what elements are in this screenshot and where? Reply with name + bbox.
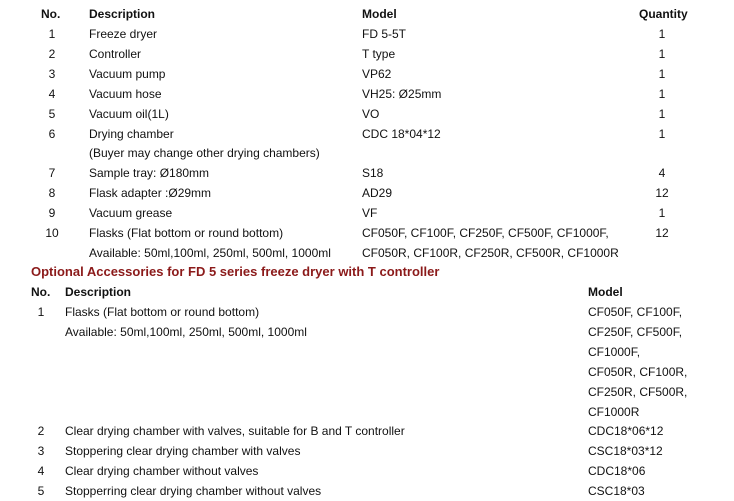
row-model: FD 5-5T	[362, 27, 407, 41]
header-no: No.	[41, 7, 61, 21]
row-number: 1	[37, 305, 45, 319]
row-number: 2	[48, 46, 56, 61]
table-row	[0, 143, 734, 163]
optional-accessories-title: Optional Accessories for FD 5 series freeze dryer with T controller	[31, 264, 440, 279]
row-description: Clear drying chamber with valves, suitable for B and T controller	[65, 424, 405, 439]
row-quantity: 1	[658, 126, 666, 141]
header-description: Description	[89, 7, 156, 21]
row-number: 4	[48, 86, 56, 101]
table-row	[0, 382, 734, 402]
row-number: 3	[48, 66, 56, 81]
row-quantity: 4	[658, 166, 666, 181]
row-number: 4	[37, 464, 45, 479]
row-number: 9	[48, 206, 56, 221]
optional-table-header	[0, 282, 734, 302]
row-quantity: 12	[655, 186, 669, 201]
table-row	[0, 421, 734, 441]
row-model: CF250R, CF500R,	[588, 384, 688, 399]
row-model: CF1000F,	[588, 344, 641, 359]
row-number: 3	[37, 444, 45, 459]
row-description: Freeze dryer	[89, 27, 158, 41]
row-model: CF250F, CF500F,	[588, 324, 683, 339]
row-description: Sample tray: Ø180mm	[89, 166, 210, 181]
row-model: VO	[362, 106, 380, 121]
table-row	[0, 163, 734, 183]
row-description: (Buyer may change other drying chambers)	[89, 146, 320, 161]
row-model: CDC18*06*12	[588, 424, 664, 439]
table-row	[0, 302, 734, 322]
row-number: 2	[37, 424, 45, 439]
optional-header-no: No.	[31, 285, 51, 299]
row-number: 5	[48, 106, 56, 121]
row-model: CF050F, CF100F, CF250F, CF500F, CF1000F,	[362, 226, 609, 240]
row-model: CF1000R	[588, 404, 640, 419]
table-row	[0, 24, 734, 44]
table-row	[0, 461, 734, 481]
row-model: CDC 18*04*12	[362, 126, 441, 141]
table-row	[0, 402, 734, 422]
row-number: 7	[48, 166, 56, 181]
row-model: CSC18*03*12	[588, 444, 663, 459]
row-model: CDC18*06	[588, 464, 646, 479]
row-model: CF050R, CF100R, CF250R, CF500R, CF1000R	[362, 245, 619, 260]
row-model: VF	[362, 206, 378, 221]
row-model: CF050F, CF100F,	[588, 305, 683, 319]
table-row	[0, 481, 734, 501]
row-model: VH25: Ø25mm	[362, 86, 442, 101]
row-number: 10	[45, 226, 59, 240]
table-row	[0, 322, 734, 342]
table-row	[0, 64, 734, 84]
row-model: CF050R, CF100R,	[588, 364, 688, 379]
row-quantity: 1	[658, 86, 666, 101]
row-model: AD29	[362, 186, 393, 201]
clipped-heading-fragment	[170, 0, 410, 2]
row-model: T type	[362, 46, 396, 61]
table-row	[0, 223, 734, 243]
row-number: 6	[48, 126, 56, 141]
row-quantity: 1	[658, 46, 666, 61]
row-description: Available: 50ml,100ml, 250ml, 500ml, 1000ml	[89, 245, 331, 260]
table-row	[0, 124, 734, 144]
table-row	[0, 342, 734, 362]
row-description: Vacuum oil(1L)	[89, 106, 169, 121]
header-model: Model	[362, 7, 397, 21]
optional-header-model: Model	[588, 285, 623, 299]
row-quantity: 1	[658, 66, 666, 81]
optional-header-description: Description	[65, 285, 132, 299]
row-quantity: 1	[658, 106, 666, 121]
row-description: Vacuum hose	[89, 86, 162, 101]
row-description: Clear drying chamber without valves	[65, 464, 259, 479]
row-description: Drying chamber	[89, 126, 174, 141]
table-row	[0, 362, 734, 382]
row-description: Stopperring clear drying chamber without valves	[65, 484, 322, 499]
table-row	[0, 183, 734, 203]
table-row	[0, 243, 734, 263]
table-row	[0, 84, 734, 104]
table-row	[0, 44, 734, 64]
row-description: Flasks (Flat bottom or round bottom)	[89, 226, 284, 240]
row-description: Vacuum grease	[89, 206, 173, 221]
main-table-header	[0, 4, 734, 24]
row-number: 8	[48, 186, 56, 201]
row-model: CSC18*03	[588, 484, 645, 499]
header-quantity: Quantity	[639, 7, 688, 21]
table-row	[0, 203, 734, 223]
row-description: Available: 50ml,100ml, 250ml, 500ml, 1000ml	[65, 324, 307, 339]
row-number: 5	[37, 484, 45, 499]
row-description: Stoppering clear drying chamber with valves	[65, 444, 301, 459]
row-model: S18	[362, 166, 384, 181]
row-description: Flasks (Flat bottom or round bottom)	[65, 305, 260, 319]
table-row	[0, 104, 734, 124]
row-description: Flask adapter :Ø29mm	[89, 186, 212, 201]
row-quantity: 1	[658, 27, 666, 41]
row-number: 1	[48, 27, 56, 41]
row-description: Controller	[89, 46, 142, 61]
row-description: Vacuum pump	[89, 66, 166, 81]
table-row	[0, 441, 734, 461]
row-model: VP62	[362, 66, 392, 81]
row-quantity: 12	[655, 226, 669, 240]
row-quantity: 1	[658, 206, 666, 221]
